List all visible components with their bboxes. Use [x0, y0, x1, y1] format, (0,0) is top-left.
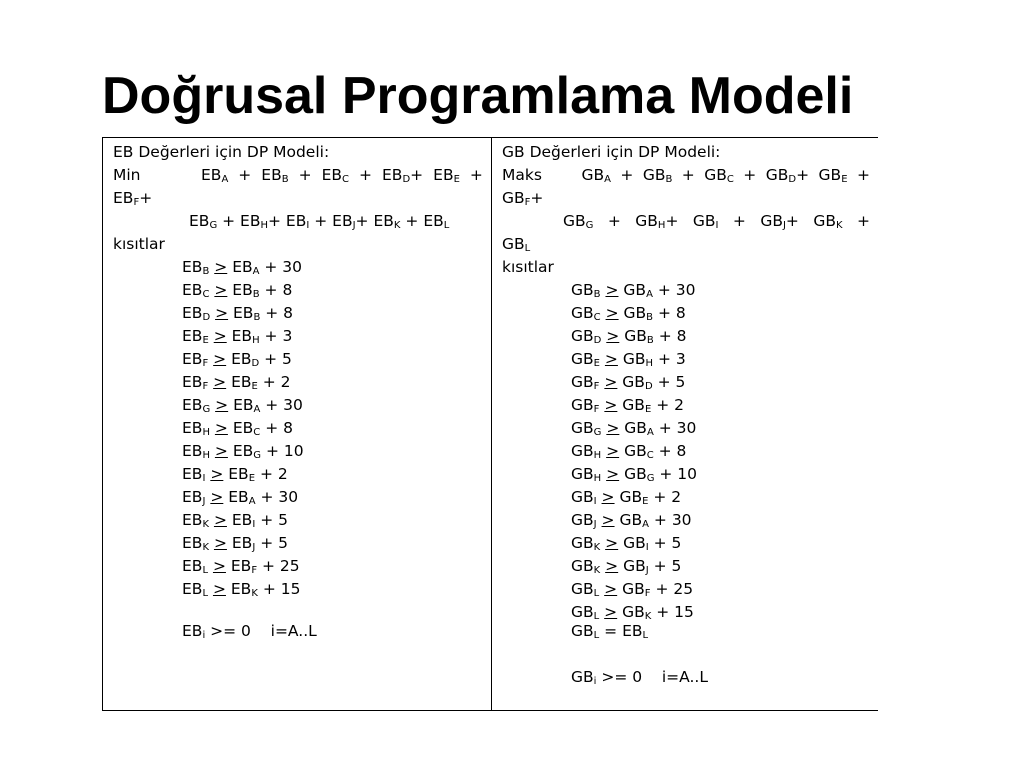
greater-equal-sign: > [604, 350, 618, 368]
greater-equal-sign: > [213, 327, 227, 345]
eb-constraint: $EB_I > EB_E + 2$ [182, 465, 288, 484]
eb-objective-line-1 [113, 164, 483, 187]
gb-constraint: $GB_F > GB_D + 5$ [571, 373, 686, 392]
greater-equal-sign: > [210, 465, 224, 483]
eb-constraint: $EB_D > EB_B + 8$ [182, 304, 294, 323]
gb-constraint: $GB_H > GB_G + 10$ [571, 465, 698, 484]
gb-objective-line-3 [563, 210, 870, 233]
eb-constraint: $EB_F > EB_E + 2$ [182, 373, 291, 392]
greater-equal-sign: > [213, 534, 227, 552]
gb-term-i: $GB_I$ [692, 212, 719, 231]
eb-term-d-plus: $EB_D+$ [382, 166, 424, 185]
greater-equal-sign: > [606, 465, 620, 483]
gb-constraint: $GB_K > GB_I + 5$ [571, 534, 682, 553]
greater-equal-sign: > [214, 258, 228, 276]
eb-term-a: $EB_A$ [201, 166, 229, 185]
plus-sign: + [238, 166, 252, 184]
eb-term-f: $EB_F$ [113, 189, 140, 208]
eb-term-k: $EB_K$ [373, 212, 401, 231]
greater-equal-sign: > [212, 557, 226, 575]
gb-constraint: $GB_K > GB_J + 5$ [571, 557, 682, 576]
eb-term-i: $EB_I$ [285, 212, 310, 231]
gb-constraint: $GB_B > GB_A + 30$ [571, 281, 696, 300]
gb-model-column [492, 138, 878, 710]
maks-keyword: Maks [502, 166, 542, 184]
eb-objective-line-2: $EB_F+$ [113, 189, 153, 208]
eb-term-l: $EB_L$ [423, 212, 450, 231]
eb-term-b: $EB_B$ [261, 166, 289, 185]
greater-equal-sign: > [214, 419, 228, 437]
greater-equal-sign: > [215, 304, 229, 322]
gb-constraint: $GB_I > GB_E + 2$ [571, 488, 682, 507]
nonneg-var: $GB_i$ [571, 668, 597, 687]
slide-title: Doğrusal Programlama Modeli [102, 67, 854, 125]
eb-constraint: $EB_L > EB_K + 15$ [182, 580, 301, 599]
eb-constraint: $EB_H > EB_G + 10$ [182, 442, 304, 461]
eb-constraint: $EB_F > EB_D + 5$ [182, 350, 292, 369]
nonneg-var: $EB_i$ [182, 622, 206, 641]
gb-constraint: $GB_L > GB_K + 15$ [571, 603, 694, 622]
gb-constraint: $GB_J > GB_A + 30$ [571, 511, 692, 530]
plus-sign: + [856, 166, 870, 184]
greater-equal-sign: > [604, 373, 618, 391]
gb-term-j-plus: $GB_J+$ [760, 212, 799, 231]
greater-equal-sign: > [605, 304, 619, 322]
gb-constraints-label: kısıtlar [502, 258, 554, 276]
plus-sign: + [620, 166, 634, 184]
eb-term-e: $EB_E$ [433, 166, 460, 185]
gb-constraint: $GB_E > GB_H + 3$ [571, 350, 686, 369]
eb-constraint: $EB_H > EB_C + 8$ [182, 419, 293, 438]
greater-equal-sign: > [604, 603, 618, 621]
eb-constraint: $EB_G > EB_A + 30$ [182, 396, 303, 415]
eb-term-h: $EB_H$ [240, 212, 268, 231]
gb-term-f: $GB_F$ [502, 189, 531, 208]
greater-equal-sign: > [606, 327, 620, 345]
greater-equal-sign: > [214, 281, 228, 299]
eb-constraint: $EB_J > EB_A + 30$ [182, 488, 299, 507]
model-table [102, 137, 878, 711]
greater-equal-sign: > [215, 396, 229, 414]
gb-term-c: $GB_C$ [704, 166, 734, 185]
gb-term-b: $GB_B$ [642, 166, 673, 185]
eb-constraint: $EB_K > EB_J + 5$ [182, 534, 288, 553]
gb-term-l: $GB_L$ [502, 235, 531, 254]
greater-equal-sign: > [606, 442, 620, 460]
gb-constraint: $GB_H > GB_C + 8$ [571, 442, 687, 461]
gb-term-a: $GB_A$ [581, 166, 611, 185]
greater-equal-sign: > [210, 488, 224, 506]
gb-constraint: $GB_G > GB_A + 30$ [571, 419, 697, 438]
plus-sign: + [359, 166, 373, 184]
gb-term-g: $GB_G$ [563, 212, 594, 231]
eb-constraint: $EB_E > EB_H + 3$ [182, 327, 293, 346]
eb-model-column [103, 138, 492, 710]
gb-term-d-plus: $GB_D+$ [765, 166, 810, 185]
eb-constraint: $EB_B > EB_A + 30$ [182, 258, 303, 277]
plus-sign: + [681, 166, 695, 184]
gb-model-heading: GB Değerleri için DP Modeli: [502, 143, 721, 161]
eb-term-j: $EB_J$ [332, 212, 356, 231]
greater-equal-sign: > [605, 534, 619, 552]
gb-term-h-plus: $GB_H+$ [635, 212, 679, 231]
eb-term-c: $EB_C$ [321, 166, 350, 185]
eb-constraint: $EB_K > EB_I + 5$ [182, 511, 288, 530]
eb-objective-line-3: $EB_G + EB_H+ EB_I + EB_J+ EB_K + EB_L$ [189, 212, 450, 231]
greater-equal-sign: > [604, 580, 618, 598]
greater-equal-sign: > [213, 350, 227, 368]
greater-equal-sign: > [601, 488, 615, 506]
greater-equal-sign: > [606, 419, 620, 437]
greater-equal-sign: > [213, 511, 227, 529]
min-keyword: Min [113, 166, 141, 184]
greater-equal-sign: > [605, 281, 619, 299]
gb-term-k: $GB_K$ [813, 212, 843, 231]
plus-sign: + [743, 166, 757, 184]
greater-equal-sign: > [601, 511, 615, 529]
gb-term-e: $GB_E$ [818, 166, 848, 185]
gb-constraint: $GB_D > GB_B + 8$ [571, 327, 687, 346]
gb-constraint: $GB_C > GB_B + 8$ [571, 304, 686, 323]
gb-objective-line-2: $GB_F+$ [502, 189, 544, 208]
eb-constraint: $EB_C > EB_B + 8$ [182, 281, 293, 300]
gb-equality-constraint: $GB_L = EB_L$ [571, 622, 649, 641]
gb-nonnegativity: $GB_i >= 0$ i=A..L [571, 668, 708, 687]
plus-sign: + [856, 212, 870, 230]
greater-equal-sign: > [604, 396, 618, 414]
plus-sign: + [607, 212, 621, 230]
eb-term-g: $EB_G$ [189, 212, 218, 231]
greater-equal-sign: > [212, 580, 226, 598]
eb-constraint: $EB_L > EB_F + 25$ [182, 557, 300, 576]
gb-objective-line-1 [502, 164, 870, 187]
plus-sign: + [469, 166, 483, 184]
greater-equal-sign: > [213, 373, 227, 391]
eb-model-heading: EB Değerleri için DP Modeli: [113, 143, 330, 161]
gb-constraint: $GB_L > GB_F + 25$ [571, 580, 694, 599]
greater-equal-sign: > [214, 442, 228, 460]
eb-constraints-label: kısıtlar [113, 235, 165, 253]
eb-nonnegativity: $EB_i >= 0$ i=A..L [182, 622, 317, 641]
plus-sign: + [298, 166, 312, 184]
greater-equal-sign: > [605, 557, 619, 575]
gb-objective-line-4 [502, 233, 870, 256]
gb-constraint: $GB_F > GB_E + 2$ [571, 396, 684, 415]
plus-sign: + [732, 212, 746, 230]
